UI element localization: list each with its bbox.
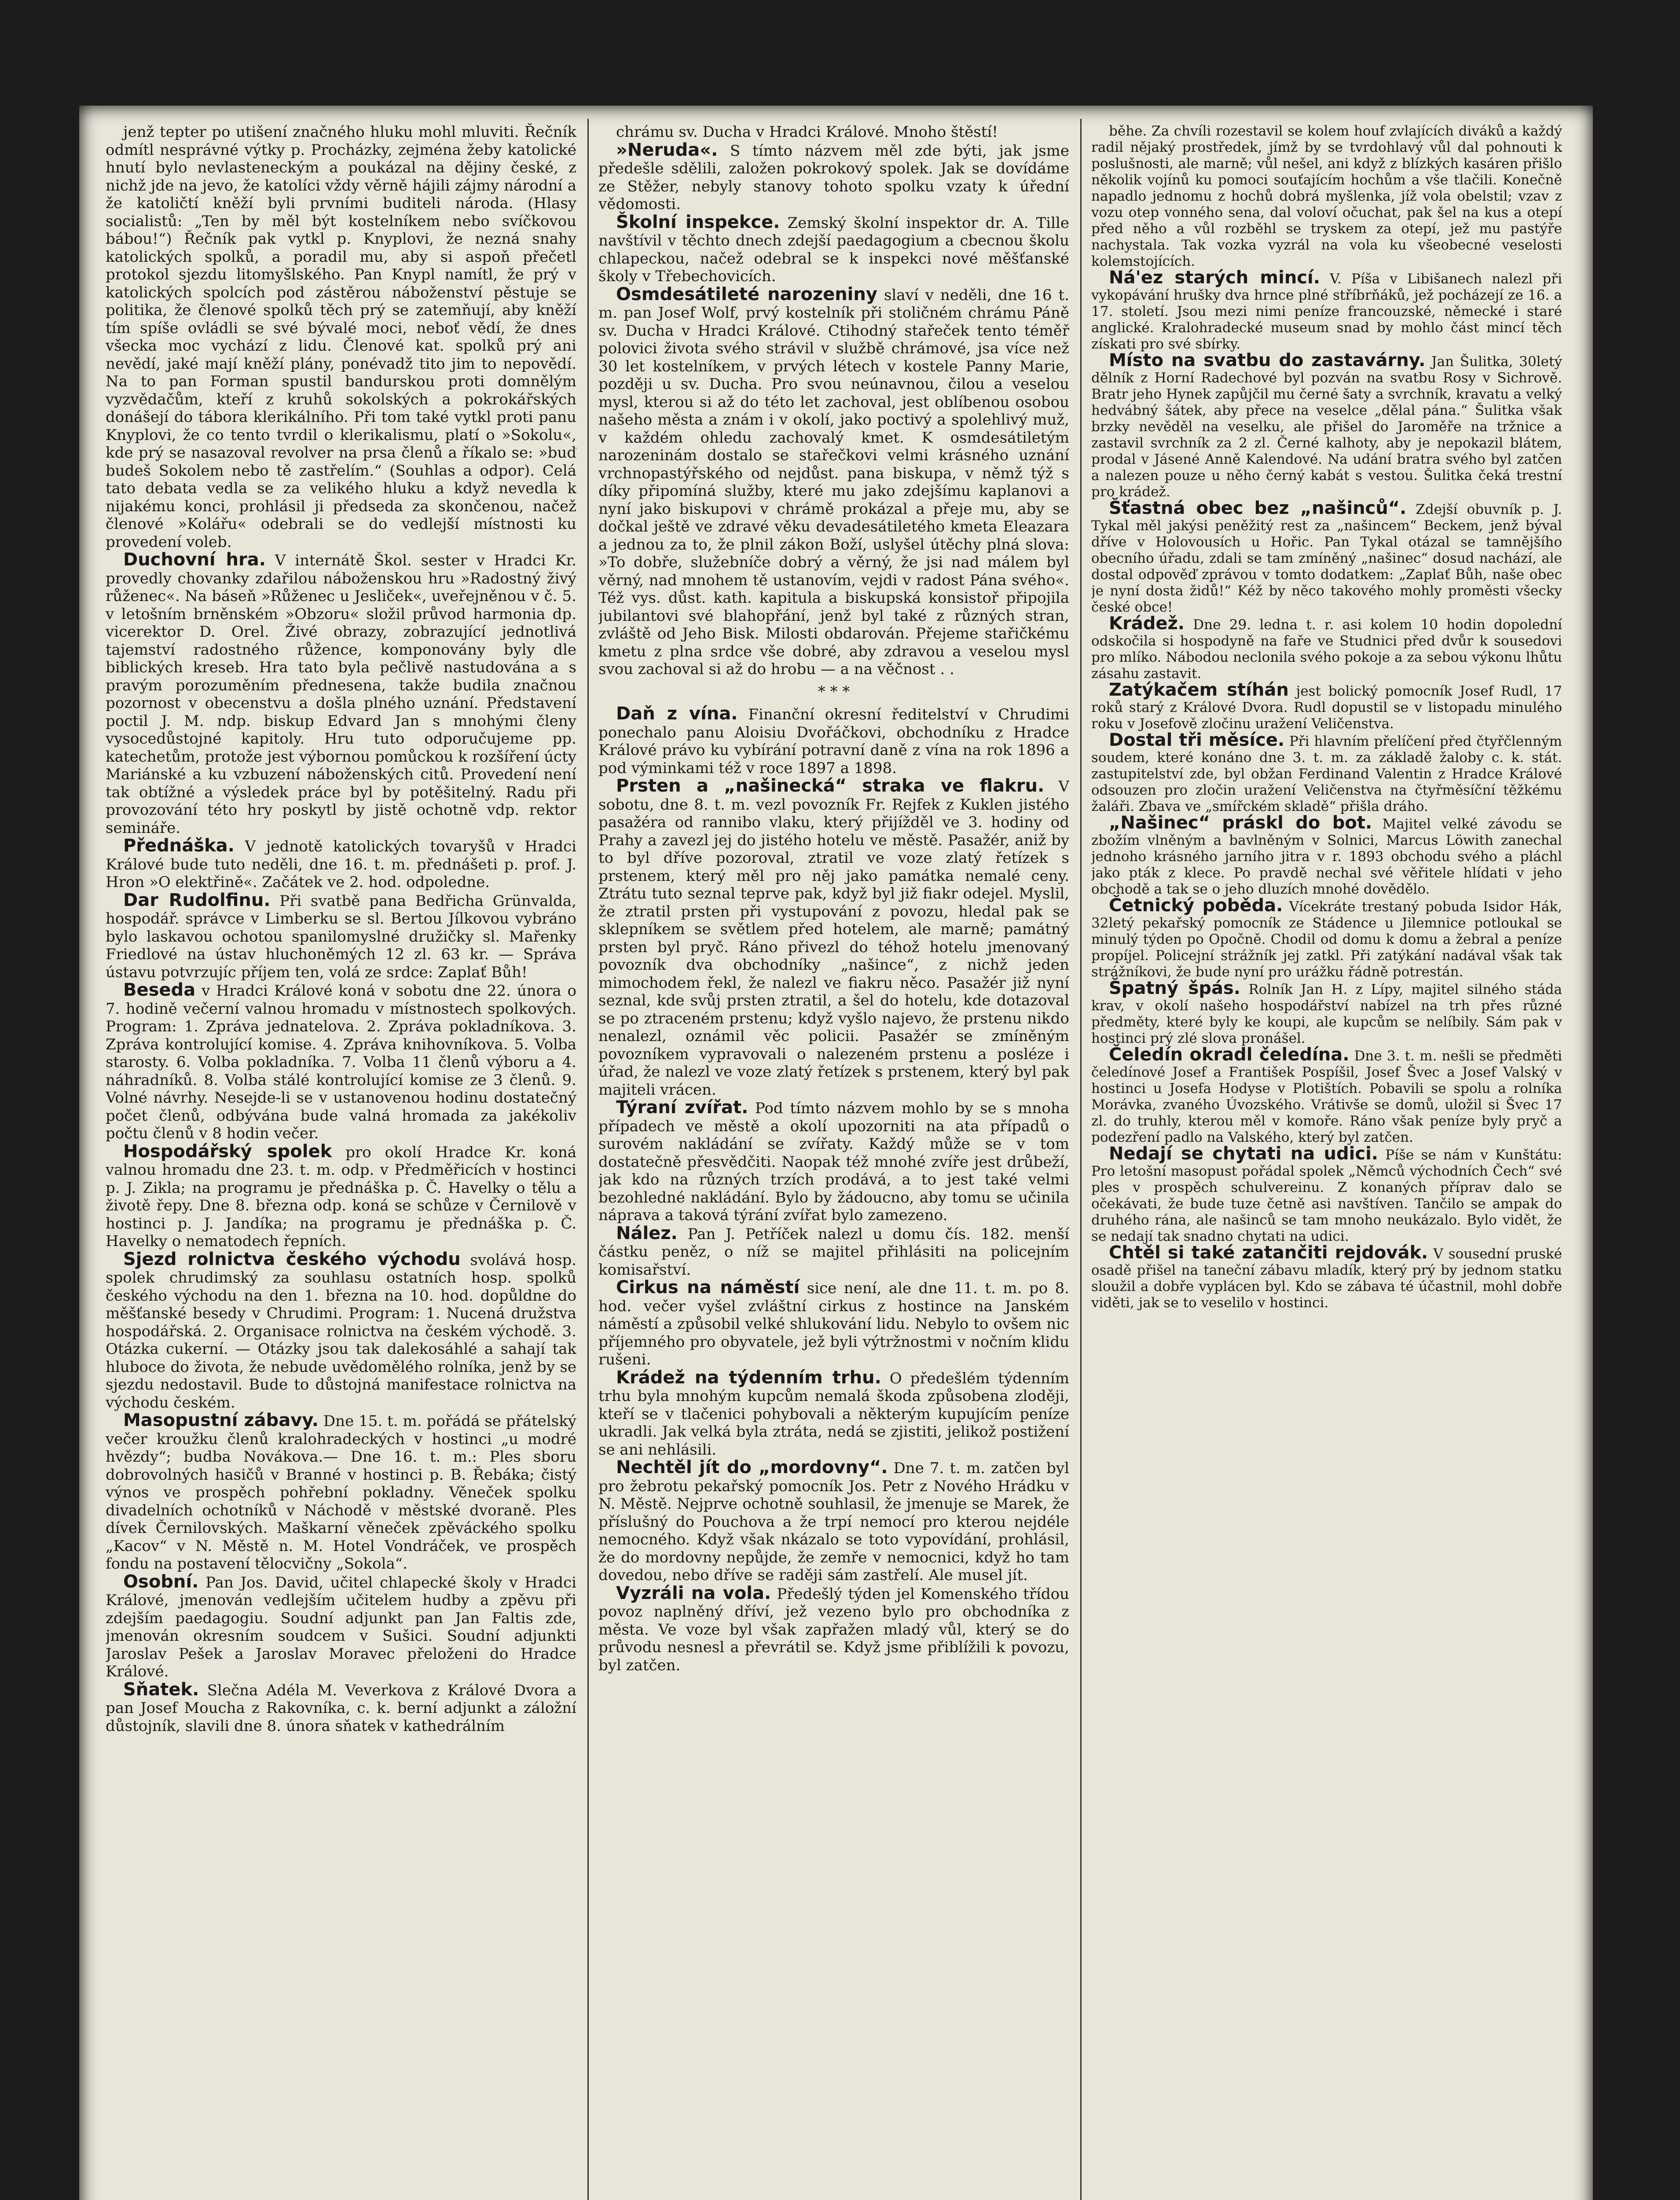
article-heading: Školní inspekce. (616, 212, 780, 232)
article-text: Majitel velké závodu se zbožím vlněným a bavlněným v Solnici, Marcus Löwith zanechal jednoho krásného jarního jitra v r. 1893 obchodu svého a pláchl jako pták z klece. Po pravdě nechal své věřitele hlídati v jeho obchodě a tak se o jeho dluzích mnohé dovědělo. (1091, 816, 1562, 897)
article-paragraph (106, 1412, 576, 1573)
article-paragraph (598, 1279, 1069, 1369)
article-text: Dne 7. t. m. zatčen byl pro žebrotu pekařský pomocník Jos. Petr z Nového Hrádku v N. Městě. Nejprve ochotně souhlasil, že jmenuje se Marek, že příslušný do Pouchova a že trpí nemocí pro kterou nejdéle nemocného. Když však nkázalo se toto vypovídání, prohlásil, že do mordovny nepůjde, že zemře v nemocnici, když ho tam dovedou, nebo dříve se raději sám zastřelí. Ale musel jít. (598, 1459, 1069, 1584)
column-3 (1091, 123, 1562, 2200)
article-heading: Čeledín okradl čeledína. (1109, 1045, 1350, 1065)
article-heading: Dostal tři měsíce. (1109, 730, 1285, 750)
article-paragraph (598, 1459, 1069, 1584)
article-heading: Masopustní zábavy. (123, 1410, 319, 1430)
article-heading: Krádež. (1109, 613, 1185, 634)
article-heading: Vyzráli na vola. (616, 1583, 771, 1603)
article-heading: Chtěl si také zatančiti rejdovák. (1109, 1243, 1428, 1263)
article-text: chrámu sv. Ducha v Hradci Králové. Mnoho štěstí! (616, 123, 998, 141)
article-text: V jednotě katolických tovaryšů v Hradci Králové bude tuto neděli, dne 16. t. m. přednášeti p. prof. J. Hron »O elektřině«. Začátek ve 2. hod. odpoledne. (106, 838, 576, 891)
section-separator: * * * (818, 682, 850, 700)
article-paragraph (1091, 1047, 1562, 1146)
newspaper-page (79, 106, 1593, 2200)
article-paragraph (598, 141, 1069, 213)
article-heading: Místo na svatbu do zastavárny. (1109, 350, 1426, 370)
article-text: Dne 15. t. m. pořádá se přátelský večer kroužku členů kralohradeckých v hostinci „u modré hvězdy“; budba Novákova.— Dne 16. t. m.: Ples sboru dobrovolných hasičů v Branné v hostinci p. B. Řebáka; čistý výnos ve prospěch pohřební pokladny. Věneček spolku divadelních ochotníků v Náchodě v městské dvoraně. Ples dívek Černilovských. Maškarní věneček zpěváckého spolku „Kacov“ v N. Městě n. M. Hotel Vondráček, ve prospěch fondu na postavení tělocvičny „Sokola“. (106, 1412, 576, 1573)
article-text: Finanční okresní ředitelství v Chrudimi ponechalo panu Aloisiu Dvořáčkovi, obchodníku z Hradce Králové právo ku vybírání potravní daně z vína na rok 1896 a pod výminkami též v roce 1897 a 1898. (598, 706, 1069, 777)
article-paragraph (1091, 1146, 1562, 1245)
article-heading: Sjezd rolnictva českého východu (123, 1249, 461, 1269)
article-heading: Četnický poběda. (1109, 895, 1283, 916)
article-paragraph (598, 1099, 1069, 1225)
article-paragraph (598, 286, 1069, 678)
article-heading: Osobní. (123, 1571, 199, 1592)
article-paragraph (1091, 895, 1562, 980)
article-heading: Cirkus na náměstí (616, 1277, 800, 1298)
article-heading: Dar Rudolfinu. (123, 890, 271, 910)
article-text: slaví v neděli, dne 16 t. m. pan Josef Wolf, prvý kostelník při stoličném chrámu Páně sv. Ducha v Hradci Králové. Ctihodný stařeček tento téměř polovici života svého strávil v službě chrámové, jsa více než 30 let kostelníkem, v prvých létech v kostele Panny Marie, později u sv. Ducha. Pro svou neúnavnou, čilou a veselou mysl, kterou si až do této let zachoval, jest oblíbenou osobou našeho města a znám i v okolí, jako poctivý a spolehlivý muž, v každém ohledu zachovalý kmet. K osmdesátiletým narozeninám dostalo se stařečkovi velmi krásného uznání vrchnopastýřského od nejdůst. pana biskupa, v němž týž s díky připomíná služby, které mu jako zdejšímu kaplanovi a nyní jako biskupovi v chrámě prokázal a přeje mu, aby se dočkal ještě ve zdravé věku devadesátiletého kmeta Eleazara a jednou za to, že plnil zákon Boží, uslyšel útěchy plná slova: »To dobře, služebníče dobrý a věrný, že jsi nad málem byl věrný, nad mnohem tě ustanovím, vejdi v radost Pána svého«. Též vys. důst. kath. kapitula a biskupská konsistoř připojila jubilantovi své blahopřání, jenž byl také z různých stran, zvláště od Jeho Bisk. Milosti obdarován. Přejeme stařičkému kmetu z plna srdce vše dobré, aby zdravou a veselou mysl svou zachoval si až do hrobu — a na věčnost . . (598, 286, 1069, 678)
article-paragraph (598, 123, 1069, 141)
article-heading: Týraní zvířat. (616, 1097, 748, 1118)
article-paragraph (106, 123, 576, 551)
article-heading: Nález. (616, 1223, 678, 1243)
article-text: Slečna Adéla M. Veverkova z Králové Dvora a pan Josef Moucha z Rakovníka, c. k. berní adjunkt a záložní důstojník, slavili dne 8. února sňatek v kathedrálním (106, 1681, 576, 1735)
article-paragraph (1091, 815, 1562, 898)
article-text: Vícekráte trestaný pobuda Isidor Hák, 32letý pekařský pomocník ze Stádence u Jilemnice potloukal se minulý týden po Opočně. Chodil od domu k domu a žebral a peníze propíjel. Policejní strážník jej zatkl. Při zatýkání nadával však tak strážníkovi, že bude nyní pro urážku řádně potrestán. (1091, 899, 1562, 980)
article-text: běhe. Za chvíli rozestavil se kolem houf zvlajících diváků a každý radil nějaký prostředek, jímž by se tvrdohlavý vůl dal pohnouti k poslušnosti, ale marně; vůl nešel, ani když z blízkých kasáren přišlo několik vojínů ku pomoci souťajícím hochům a vše tlačili. Konečně napadlo jednomu z hochů dobrá myšlenka, jíž vola obelstil; vzav z vozu otep vonného sena, dal voloví očuchat, pak šel na kus a otepí před něho a vůl rozběhl se tryskem za otepí, jež mu pastýře nachystala. Tak vozka vyzrál na vola ku všeobecné veselosti kolemstojících. (1091, 123, 1562, 269)
column-2 (598, 123, 1069, 2200)
article-heading: Sňatek. (123, 1679, 199, 1700)
article-paragraph (598, 705, 1069, 777)
article-heading: Nedají se chytati na udici. (1109, 1144, 1378, 1164)
article-paragraph (1091, 500, 1562, 616)
article-text: Pan J. Petříček nalezl u domu čís. 182. menší částku peněz, o níž se majitel přihlásiti na policejním komisařství. (598, 1225, 1069, 1279)
article-heading: Hospodářský spolek (123, 1141, 332, 1162)
article-text: V internátě Škol. sester v Hradci Kr. provedly chovanky zdařilou náboženskou hru »Radostný živý růženec«. Na báseň »Růženec u Jesliček«, uveřejněnou v č. 5. v letošním brněnském »Obzoru« složil průvod harmonia dp. vicerektor D. Orel. Živé obrazy, zobrazující jednotlivá tajemství radostného růžence, komponovány byly dle biblických kreseb. Hra tato byla pečlivě nastudována a s pravým porozuměním přednesena, takže budila značnou pozornost v obecenstvu a došla plného uznání. Představení poctil J. M. ndp. biskup Edvard Jan s mnohými členy vysocedůstojné kapitoly. Hru tuto odporučujeme pp. katechetům, protože jest výbornou pomůckou k rozšíření úcty Mariánské a ku vzbuzení náboženských citů. Provedení není tak obtížné a výsledek práce byl by potěšitelný. Radu při provozování této hry poskytl by jistě ochotně vdp. rektor semináře. (106, 552, 576, 837)
article-paragraph (1091, 732, 1562, 815)
article-heading: »Neruda«. (616, 139, 718, 160)
article-text: jest bolický pomocník Josef Rudl, 17 roků starý z Králové Dvora. Rudl dopustil se v listopadu minulého roku v Josefově zločinu uražení Veličenstva. (1091, 683, 1562, 732)
article-text: svolává hosp. spolek chrudimský za souhlasu ostatních hosp. spolků českého východu na den 1. března na 10. hod. dopůldne do měšťanské besedy v Chrudimi. Program: 1. Nucená družstva hospodářská. 2. Organisace rolnictva na českém východě. 3. Otázka cukerní. — Otázky jsou tak dalekosáhlé a sahají tak hluboce do života, že nebude uvědomělého rolníka, jenž by se sjezdu nedostavil. Bude to důstojná manifestace rolnictva na východu českém. (106, 1251, 576, 1412)
article-heading: Beseda (123, 980, 196, 1000)
article-text: S tímto názvem měl zde býti, jak jsme předešle sdělili, založen pokrokový spolek. Jak se dovídáme ze Stěžer, nebyly stanovy tohoto spolku vzaty k úřední vědomosti. (598, 142, 1069, 213)
article-text: pro okolí Hradce Kr. koná valnou hromadu dne 23. t. m. odp. v Předměřicích v hostinci p. J. Zikla; na programu je přednáška p. Č. Havelky o tělu a životě řepy. Dne 8. března odp. koná se schůze v Černilově v hostinci p. J. Jandíka; na programu je přednáška p. Č. Havelky o nematodech řepních. (106, 1143, 576, 1250)
article-text: O předešlém týdenním trhu byla mnohým kupcům nemalá škoda způsobena zloději, kteří se v tlačenici pohybovali a některým kupujícím peníze ukradli. Jak velká byla ztráta, nedá se zjistiti, jelikož postižení se ani nehlásili. (598, 1369, 1069, 1459)
article-heading: Přednáška. (123, 836, 235, 856)
article-text: V sousední pruské osadě přišel na taneční zábavu mladík, který prý by jednom statku sloužil a dobře vyplácen byl. Kdo se zábava té účastnil, mohl dobře viděti, jak se to veselilo v hostinci. (1091, 1246, 1562, 1311)
article-paragraph (106, 1573, 576, 1681)
article-heading: Osmdesátileté narozeniny (616, 284, 877, 304)
article-text: v Hradci Králové koná v sobotu dne 22. února o 7. hodině večerní valnou hromadu v místnostech spolkových. Program: 1. Zpráva jednatelova. 2. Zpráva pokladníkova. 3. Zpráva kontrolující komise. 4. Zpráva knihovníkova. 5. Volba starosty. 6. Volba pokladníka. 7. Volba 11 členů výboru a 4. náhradníků. 8. Volba stálé kontrolující komise ze 3 členů. 9. Volné návrhy. Nesejde-li se v ustanovenou hodinu dostatečný počet členů, odbývána bude valná hromada za jakékoliv počtu členů v 8 hodin večer. (106, 982, 576, 1142)
article-paragraph (106, 837, 576, 891)
article-paragraph (106, 981, 576, 1143)
article-paragraph (1091, 980, 1562, 1047)
article-heading: Krádež na týdenním trhu. (616, 1367, 881, 1388)
article-paragraph (598, 1584, 1069, 1675)
article-heading: Duchovní hra. (123, 550, 266, 570)
article-paragraph (106, 1681, 576, 1735)
article-paragraph (106, 891, 576, 982)
article-paragraph (1091, 270, 1562, 352)
article-text: Pan Jos. David, učitel chlapecké školy v Hradci Králové, jmenován vedlejším učitelem hudby a zpěvu při zdejším paedagogiu. Soudní adjunkt pan Jan Faltis zde, jmenován okresním soudcem v Sušici. Soudní adjunkti Jaroslav Pešek a Jaroslav Moravec přeloženi do Hradce Králové. (106, 1573, 576, 1680)
article-text: Dne 3. t. m. nešli se předměti čeledínové Josef a František Pospíšil, Josef Švec a Josef Valský v hostinci u Josefa Hodyse v Plotištích. Pobavili se spolu a rolníka Morávka, zvaného Úvozského. Vrátivše se domů, uložil si Švec 17 zl. do truhly, kterou měl v komoře. Ráno však peníze byly pryč a podezření padlo na Valského, který byl zatčen. (1091, 1048, 1562, 1145)
article-heading: „Našinec“ práskl do bot. (1109, 813, 1372, 833)
article-text: jenž tepter po utišení značného hluku mohl mluviti. Řečník odmítl nesprávné výtky p. Procházky, zejména žeby katolické hnutí bylo nevlasteneckým a poukázal na dějiny české, z nichž jde na jevo, že katolíci vždy věrně hájili zájmy národní a že katoličtí kněží byli prvními buditeli národa. (Hlasy socialistů: „Ten by měl být kostelníkem nebo svíčkovou bábou!“) Řečník pak vytkl p. Knyplovi, že nezná snahy katolických spolků, a poradil mu, aby si aspoň přečetl protokol sjezdu litomyšlského. Pan Knypl namítl, že prý v katolických spolcích pod zástěrou náboženství pěstuje se politika, že členové spolků těch prý se zatemňují, aby kněží tím spíše ovládli se své bývalé moci, neboť vědí, že dnes všecka moc vychází z lidu. Členové kat. spolků prý ani nevědí, jaké mají kněží plány, ponévadž tito jim to nepovědí. Na to pan Forman spustil bandurskou proti domnělým vyzvědačům, kteří z kruhů sokolských a pokrokářských donášejí do tábora klerikálního. Při tom také vytkl proti panu Knyplovi, že co tento tvrdil o klerikalismu, platí o »Sokolu«, kde prý se nasazoval revolver na prsa členů a říkalo se: »buď budeš Sokolem nebo tě zastřelím.“ (Souhlas a odpor). Celá tato debata vedla se za velikého hluku a když nevedla k nijakému konci, prohlásil ji předseda za skončenou, načež členové »Kolářu« odebrali se do vedlejší místnosti ku provedení voleb. (106, 123, 576, 551)
article-paragraph (1091, 682, 1562, 732)
article-text: V. Píša v Libišanech nalezl při vykopávání hrušky dva hrnce plné stříbrňáků, jež pocházejí ze 16. a 17. století. Jsou mezi nimi peníze francouzské, německé i staré anglické. Kralohradecké museum snad by mohlo část mincí těch získati pro své sbírky. (1091, 271, 1562, 352)
article-paragraph (598, 213, 1069, 286)
article-text: Zemský školní inspektor dr. A. Tille navštívil v těchto dnech zdejší paedagogium a cbecnou školu chlapeckou, načež odebral se k inspekci nové měšťanské školy v Třebechovicích. (598, 214, 1069, 285)
article-heading: Šťastná obec bez „našinců“. (1109, 498, 1407, 518)
article-text: Při hlavním přelíčení před čtyřčlenným soudem, které konáno dne 3. t. m. za základě žaloby c. k. stát. zastupitelství zde, byl obžan Ferdinand Valentin z Hradce Králové odsouzen pro zločin uražení Veličenstva na čtyřměsíční těžkému žaláři. Zbava ve „smířckém skladě“ přišla dráho. (1091, 733, 1562, 814)
article-text: Zdejší obuvník p. J. Tykal měl jakýsi peněžitý rest za „našincem“ Beckem, jenž býval dříve v Holovousích u Hořic. Pan Tykal otázal se tamnějšího obecního úřadu, zdali se tam zmíněný „našinec“ dosud nachází, ale dostal odpověď zprávou v tomto dodatkem: „Zaplať Bůh, naše obec je nyní dosta židů!“ Kéž by něco takového mohly proměsti všecky české obce! (1091, 502, 1562, 615)
article-text: sice není, ale dne 11. t. m. po 8. hod. večer vyšel zvláštní cirkus z hostince na Janském náměstí a způsobil velké shlukování lidu. Nebylo to ovšem nic příjemného pro obyvatele, jež byli výtržnostmi v nočním klidu rušeni. (598, 1280, 1069, 1368)
article-paragraph (598, 1225, 1069, 1279)
column-rule (1080, 119, 1082, 2200)
article-paragraph (1091, 613, 1562, 682)
article-paragraph (106, 1250, 576, 1412)
article-heading: Daň z vína. (616, 704, 738, 724)
article-heading: Ná'ez starých mincí. (1109, 268, 1320, 288)
article-paragraph (106, 551, 576, 837)
article-text: Předešlý týden jel Komenského třídou povoz naplněný dříví, jež vezeno bylo pro obchodníka z města. Ve voze byl však zapřažen mladý vůl, který se do průvodu nesnesl a převrátil se. Když jsme přiblížili k povozu, byl zatčen. (598, 1585, 1069, 1674)
article-text: Jan Šulitka, 30letý dělník z Horní Radechové byl pozván na svatbu Rosy v Sichrově. Bratr jeho Hynek zapůjčil mu černé šaty a svrchník, kravatu a velký hedvábný šátek, aby přece na veselce „dělal pána.“ Šulitka však brzky nevěděl na veselku, ale přišel do Jaroměře na tržnice a zastavil svrchník za 2 zl. Černé kalhoty, aby je nepokazil blátem, prodal v Jásené Anně Kalendové. Na udání bratra svého byl zatčen a nalezen pouze u něho černý kabát s vestou. Šulitka čeká trestní pro krádež. (1091, 354, 1562, 500)
article-paragraph (598, 1369, 1069, 1459)
article-text: V sobotu, dne 8. t. m. vezl povozník Fr. Rejfek z Kuklen jistého pasažéra od rannibo vlaku, který přijížděl ve 3. hodiny od Prahy a zavezl jej do jistého hotelu ve městě. Pasažér, aniž by to byl dříve pozoroval, ztratil ve voze zlatý řetízek s prstenem, který měl pro něj jako památka nemalé ceny. Ztrátu tuto seznal teprve pak, když byl již fiakr odejel. Myslil, že ztratil prsten při vystupování z povozu, hledal pak se sklepníkem se světlem před hotelem, ale marně; památný prsten byl pryč. Ráno přivezl do téhož hotelu jmenovaný povozník dva obchodníky „našince“, z nichž jeden mimochodem řekl, že nalezl ve fiakru něco. Pasažér již nyní seznal, kde svůj prsten ztratil, a šel do hotelu, kde dotazoval se po ztraceném prstenu; když vyšlo najevo, že prstenu nikdo nenalezl, oznámil věc policii. Pasažér se zmíněným povozníkem vypravovali o nalezeném prstenu a posléze i úřad, že nalezl ve voze zlatý řetízek s prstenem, který byl pak majiteli vrácen. (598, 778, 1069, 1099)
article-paragraph (1091, 352, 1562, 500)
article-heading: Nechtěl jít do „mordovny“. (616, 1457, 888, 1478)
column-rule (587, 119, 589, 2200)
column-1 (106, 123, 576, 2200)
article-text: Při svatbě pana Bedřicha Grünvalda, hospodář. správce v Limberku se sl. Bertou Jílkovou vybráno bylo laskavou ochotou spanilomyslné družičky sl. Mařenky Friedlové na ústav hluchoněmých 12 zl. 63 kr. — Správa ústavu potvrzujíc příjem ten, volá ze srdce: Zaplať Bůh! (106, 892, 576, 981)
article-text: Pod tímto názvem mohlo by se s mnoha případech ve městě a okolí upozorniti na ata případů o surovém nakládání se zvířaty. Každý může se v tom dostatečně přesvědčiti. Naopak též mnohé zvíře jest drůbeží, jak kdo na různých trzích prodává, a to jest také velmi bezohledné nakládání. Bylo by žádoucno, aby tomu se učinila náprava a taková týrání zvířat bylo zamezeno. (598, 1100, 1069, 1224)
article-text: Rolník Jan H. z Lípy, majitel silného stáda krav, v okolí našeho hospodářství nabízel na trh přes různé předměty, které byly ke koupi, ale kupcům se nelíbily. Sám pak v hostinci prý zlé slova pronášel. (1091, 982, 1562, 1046)
article-paragraph (106, 1143, 576, 1250)
article-heading: Špatný špás. (1109, 978, 1240, 998)
article-paragraph (1091, 1245, 1562, 1311)
article-paragraph (598, 777, 1069, 1099)
article-heading: Prsten a „našinecká“ straka ve flakru. (616, 776, 1045, 796)
article-text: Píše se nám v Kunštátu: Pro letošní masopust pořádal spolek „Němců východních Čech“ své ples v prospěch schulvereinu. Z konaných příprav dalo se očekávati, že bude tuze četně asi navštíven. Tančilo se ampak do druhého rána, ale našinců se tam mnoho neukázalo. Bylo vidět, že se nedají tak snadno chytati na udici. (1091, 1147, 1562, 1244)
article-heading: Zatýkačem stíhán (1109, 680, 1289, 700)
article-paragraph (1091, 123, 1562, 270)
article-text: Dne 29. ledna t. r. asi kolem 10 hodin dopolední odskočila si hospodyně na faře ve Studnici před dvůr k sousedovi pro mlíko. Nábodou neclonila svého pokoje a za sebou výkonu lhůtu zásahu zastavit. (1091, 617, 1562, 682)
